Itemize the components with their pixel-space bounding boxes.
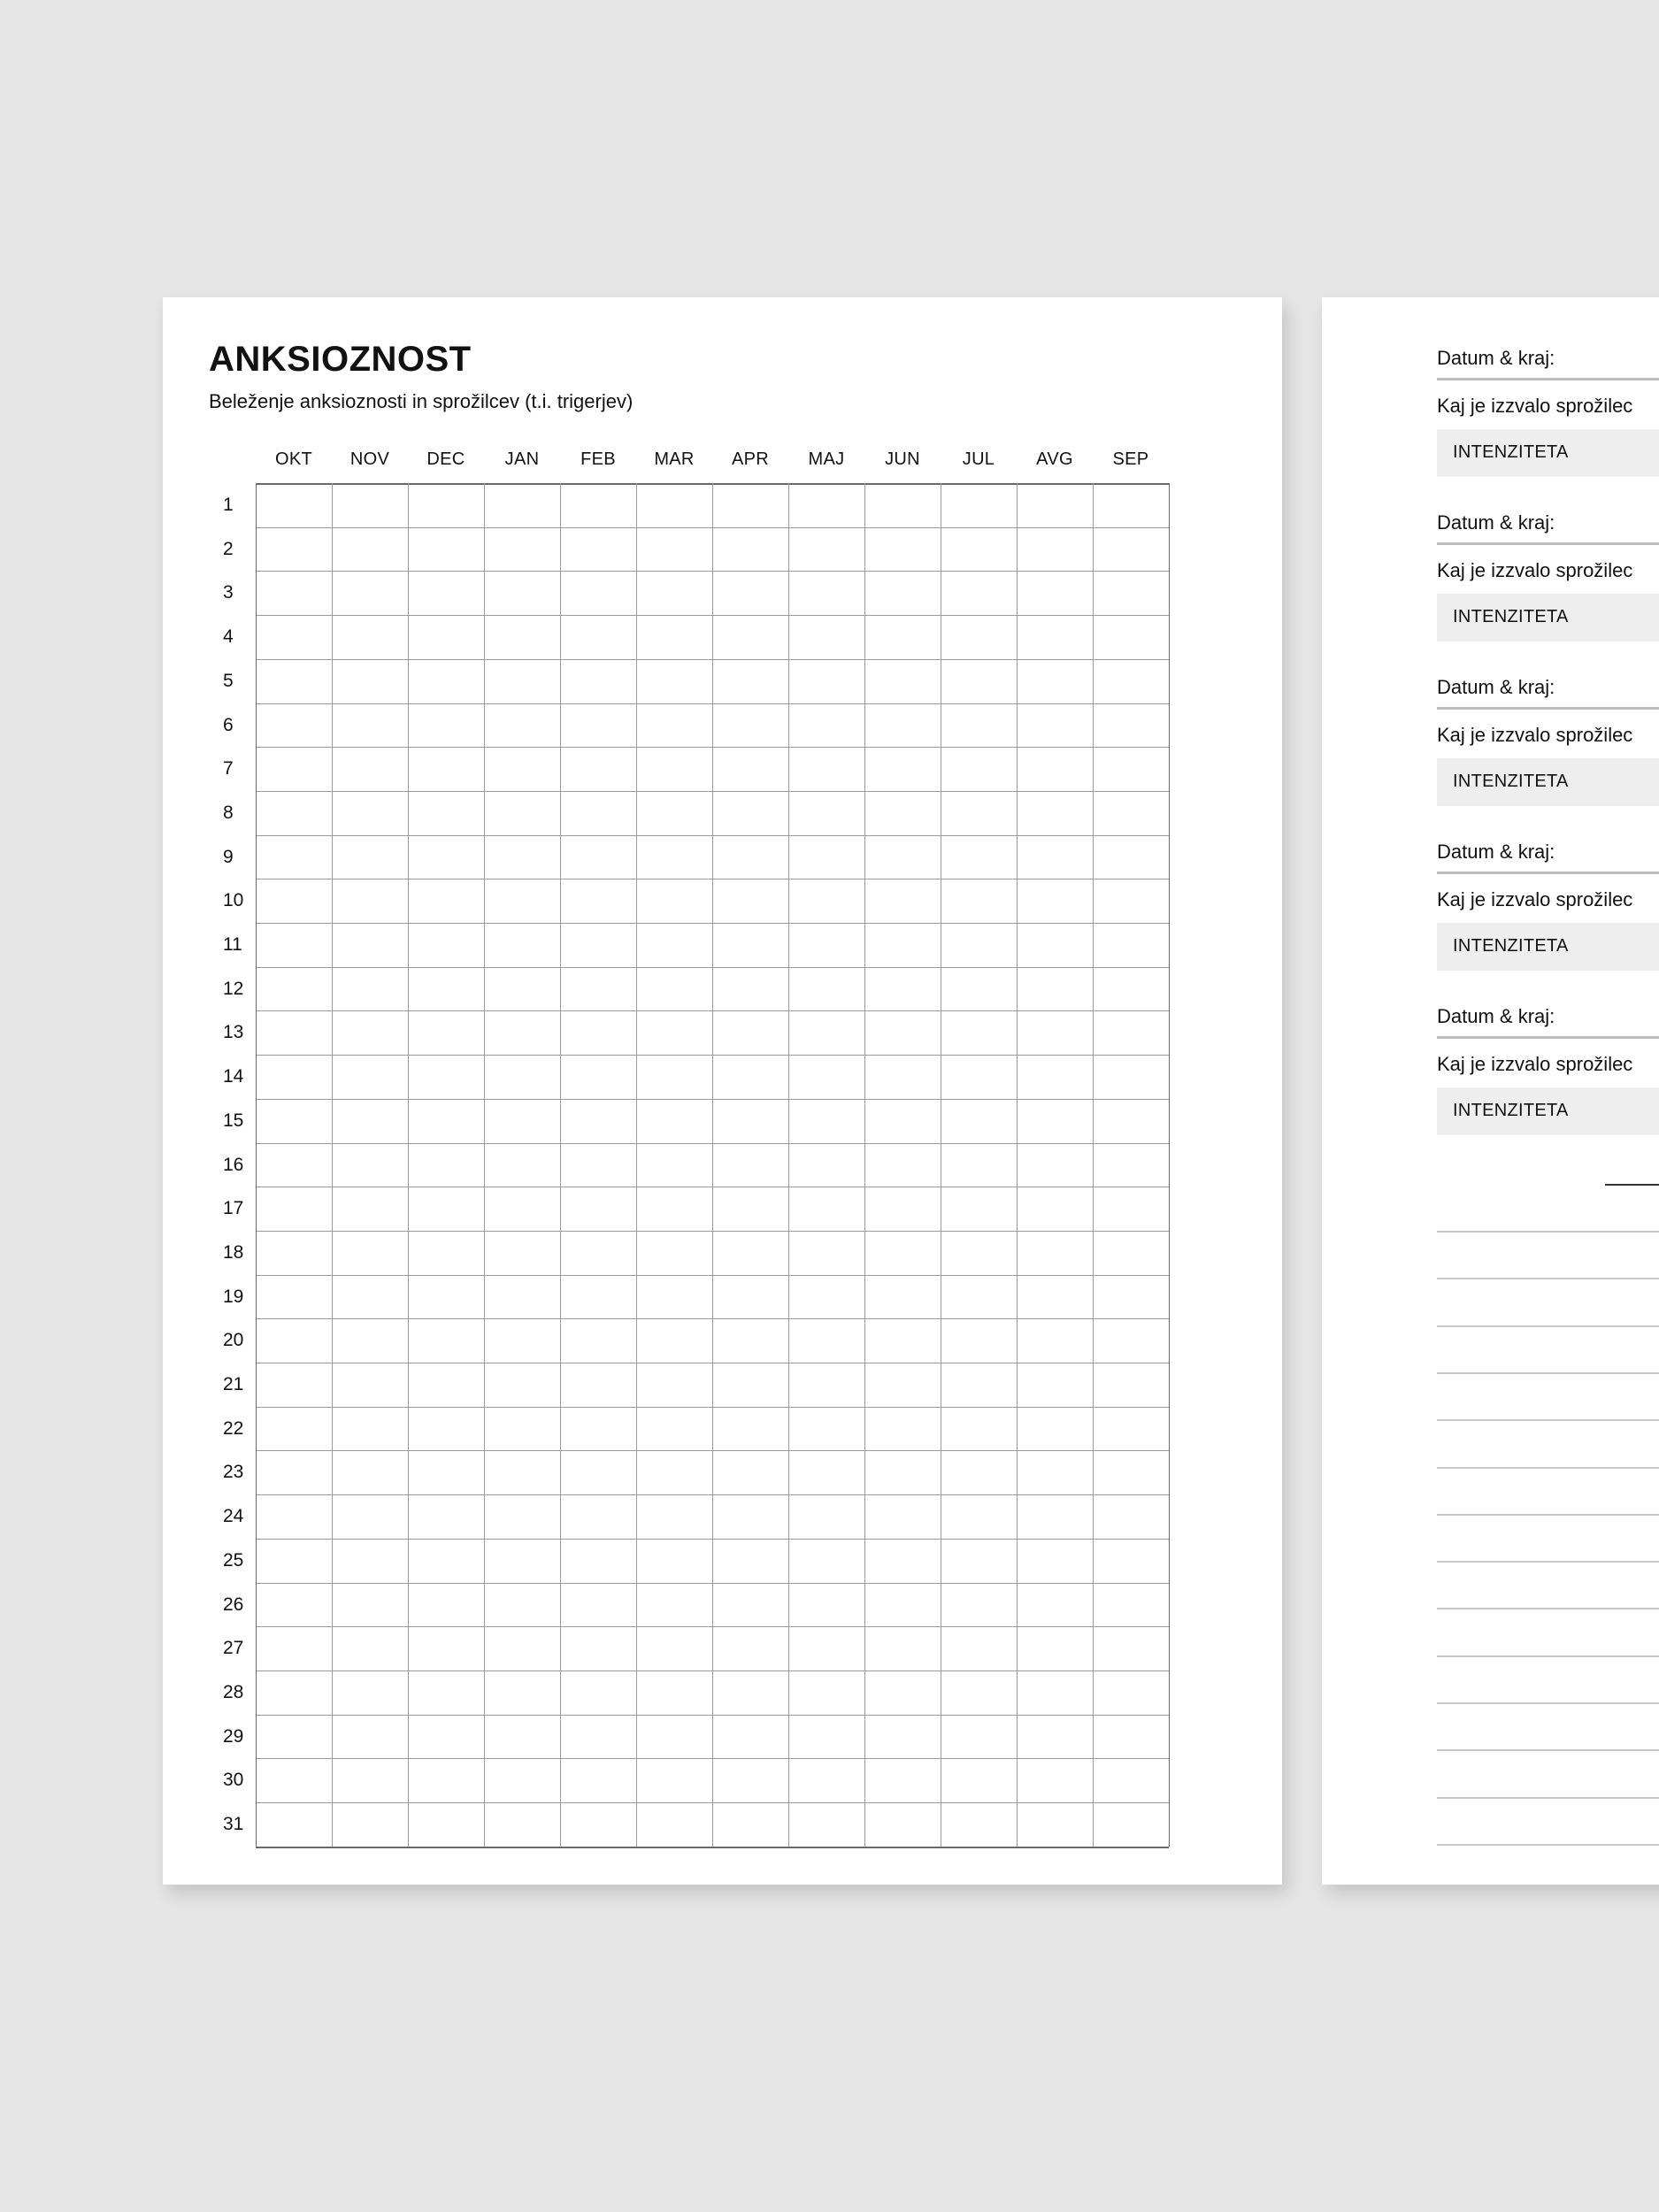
page-title: ANKSIOZNOST xyxy=(209,340,472,379)
day-label: 14 xyxy=(223,1066,244,1087)
note-line[interactable] xyxy=(1437,1844,1659,1846)
month-header: MAR xyxy=(654,449,695,469)
date-place-field[interactable] xyxy=(1437,707,1659,710)
trigger-label: Kaj je izzvalo sprožilec xyxy=(1437,395,1633,417)
month-header: APR xyxy=(731,449,770,469)
trigger-entry xyxy=(1437,511,1659,644)
month-header: AVG xyxy=(1036,449,1073,469)
trigger-entry xyxy=(1437,676,1659,809)
tracker-page xyxy=(163,297,1282,1885)
trigger-entry xyxy=(1437,841,1659,973)
day-label: 5 xyxy=(223,670,234,691)
day-label: 28 xyxy=(223,1681,244,1702)
day-label: 1 xyxy=(223,495,234,515)
trigger-entry xyxy=(1437,1005,1659,1138)
note-line[interactable] xyxy=(1437,1231,1659,1233)
trigger-log-page xyxy=(1322,297,1659,1885)
grid-column-line xyxy=(1017,483,1018,1847)
intensity-label: INTENZITETA xyxy=(1453,442,1569,462)
note-line[interactable] xyxy=(1437,1797,1659,1799)
month-header: JUN xyxy=(885,449,920,469)
intensity-label: INTENZITETA xyxy=(1453,936,1569,956)
section-divider xyxy=(1605,1184,1659,1186)
note-line[interactable] xyxy=(1437,1608,1659,1609)
grid-column-line xyxy=(636,483,637,1847)
trigger-label: Kaj je izzvalo sprožilec xyxy=(1437,888,1633,910)
day-label: 26 xyxy=(223,1594,244,1615)
day-label: 6 xyxy=(223,714,234,735)
day-label: 2 xyxy=(223,538,234,559)
grid-row-line xyxy=(256,1847,1169,1848)
day-label: 7 xyxy=(223,758,234,780)
anxiety-tracker-grid xyxy=(163,297,1282,1885)
day-label: 12 xyxy=(223,978,244,999)
page-subtitle: Beleženje anksioznosti in sprožilcev (t.i. trigerjev) xyxy=(209,390,634,412)
day-label: 25 xyxy=(223,1549,244,1571)
grid-column-line xyxy=(560,483,561,1847)
grid-column-line xyxy=(864,483,865,1847)
month-header: JUL xyxy=(962,449,995,469)
intensity-label: INTENZITETA xyxy=(1453,607,1569,626)
day-label: 4 xyxy=(223,626,234,648)
note-line[interactable] xyxy=(1437,1702,1659,1704)
day-label: 22 xyxy=(223,1417,244,1439)
note-line[interactable] xyxy=(1437,1372,1659,1374)
day-label: 11 xyxy=(223,934,242,955)
note-line[interactable] xyxy=(1437,1749,1659,1751)
grid-column-line xyxy=(1093,483,1094,1847)
grid-column-line xyxy=(1169,483,1170,1847)
day-label: 30 xyxy=(223,1770,244,1791)
grid-column-line xyxy=(712,483,713,1847)
day-label: 13 xyxy=(223,1022,244,1043)
intensity-field[interactable] xyxy=(1437,758,1659,806)
day-label: 29 xyxy=(223,1725,244,1747)
month-header: NOV xyxy=(349,449,390,469)
date-place-label: Datum & kraj: xyxy=(1437,511,1555,534)
intensity-field[interactable] xyxy=(1437,429,1659,477)
day-label: 19 xyxy=(223,1286,244,1307)
intensity-label: INTENZITETA xyxy=(1453,772,1569,791)
intensity-field[interactable] xyxy=(1437,1087,1659,1135)
day-label: 17 xyxy=(223,1198,244,1219)
trigger-label: Kaj je izzvalo sprožilec xyxy=(1437,1053,1633,1075)
date-place-field[interactable] xyxy=(1437,542,1659,545)
day-label: 23 xyxy=(223,1462,244,1483)
day-label: 24 xyxy=(223,1506,244,1527)
grid-column-line xyxy=(332,483,333,1847)
note-line[interactable] xyxy=(1437,1514,1659,1516)
day-label: 18 xyxy=(223,1241,244,1263)
date-place-label: Datum & kraj: xyxy=(1437,347,1555,369)
month-header: DEC xyxy=(426,449,465,469)
month-header: MAJ xyxy=(808,449,845,469)
grid-column-line xyxy=(408,483,409,1847)
date-place-field[interactable] xyxy=(1437,872,1659,874)
intensity-field[interactable] xyxy=(1437,594,1659,641)
trigger-entry xyxy=(1437,347,1659,480)
day-label: 27 xyxy=(223,1638,244,1659)
month-header: FEB xyxy=(580,449,616,469)
date-place-label: Datum & kraj: xyxy=(1437,676,1555,698)
day-label: 20 xyxy=(223,1330,244,1351)
day-label: 15 xyxy=(223,1110,244,1131)
grid-column-line xyxy=(484,483,485,1847)
day-label: 31 xyxy=(223,1814,244,1834)
date-place-field[interactable] xyxy=(1437,378,1659,380)
trigger-label: Kaj je izzvalo sprožilec xyxy=(1437,724,1633,746)
day-label: 3 xyxy=(223,582,234,603)
note-line[interactable] xyxy=(1437,1561,1659,1563)
date-place-label: Datum & kraj: xyxy=(1437,1005,1555,1027)
grid-column-line xyxy=(788,483,789,1847)
note-line[interactable] xyxy=(1437,1325,1659,1327)
date-place-label: Datum & kraj: xyxy=(1437,841,1555,863)
intensity-field[interactable] xyxy=(1437,923,1659,971)
day-label: 10 xyxy=(223,890,244,911)
date-place-field[interactable] xyxy=(1437,1036,1659,1039)
note-line[interactable] xyxy=(1437,1419,1659,1421)
intensity-label: INTENZITETA xyxy=(1453,1101,1569,1120)
month-header: JAN xyxy=(504,449,540,469)
day-label: 21 xyxy=(223,1374,244,1394)
note-line[interactable] xyxy=(1437,1278,1659,1279)
month-header: SEP xyxy=(1112,449,1149,469)
day-label: 8 xyxy=(223,802,234,823)
grid-column-line xyxy=(256,483,257,1847)
day-label: 16 xyxy=(223,1154,244,1175)
day-label: 9 xyxy=(223,846,234,867)
note-line[interactable] xyxy=(1437,1655,1659,1657)
note-line[interactable] xyxy=(1437,1467,1659,1469)
trigger-label: Kaj je izzvalo sprožilec xyxy=(1437,559,1633,581)
month-header: OKT xyxy=(274,449,312,469)
